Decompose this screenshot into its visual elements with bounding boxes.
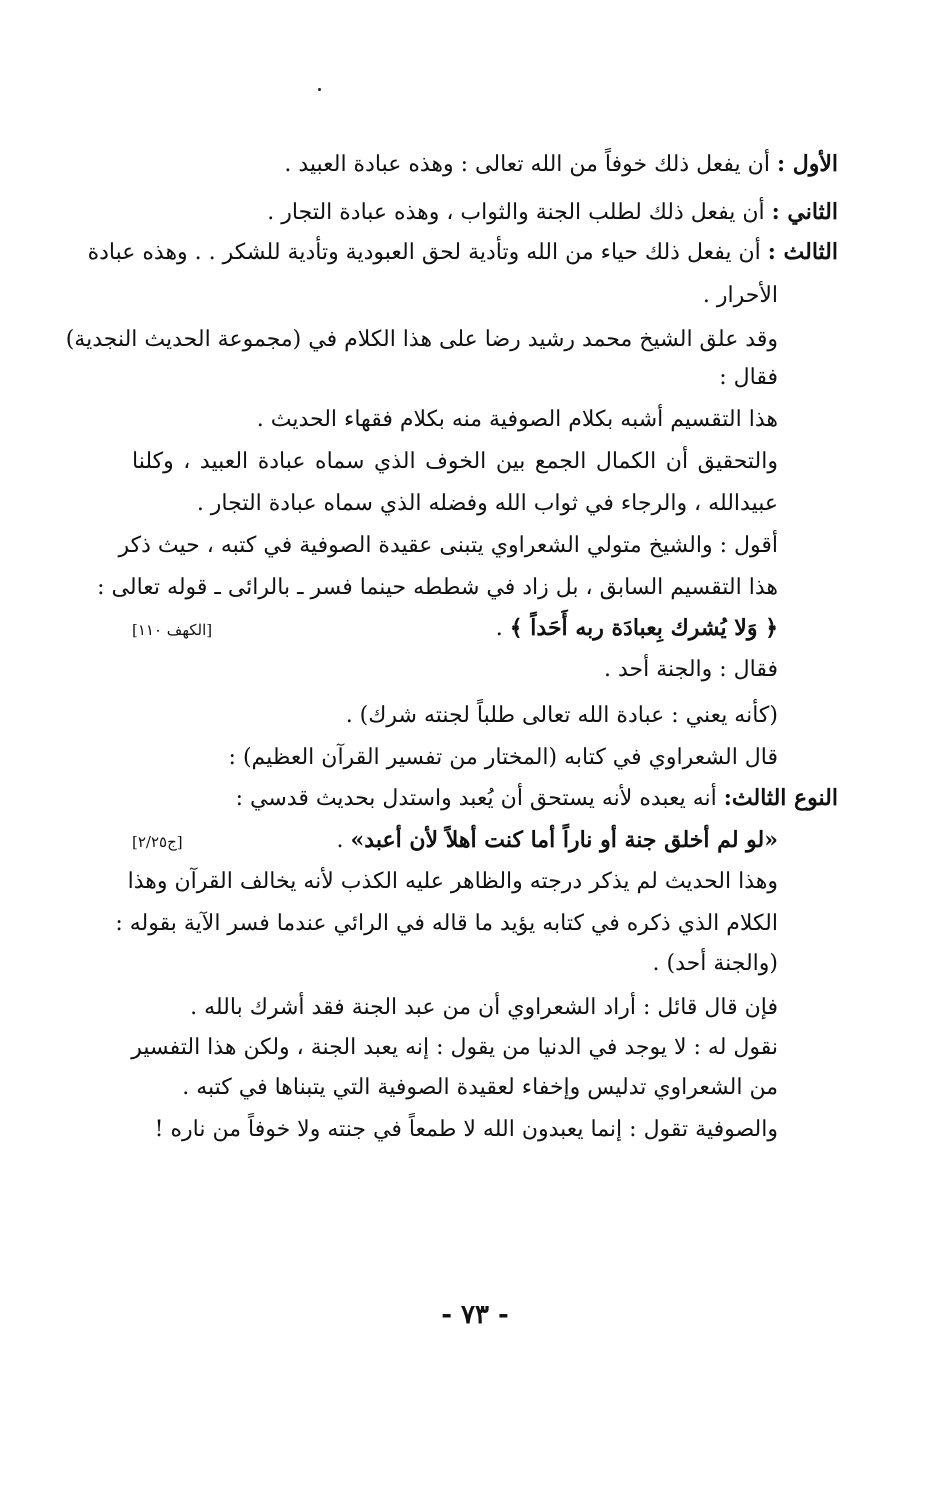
text-line-3 <box>87 236 838 269</box>
term-third-type: النوع الثالث: <box>723 785 838 811</box>
text-line-6: فقال : <box>719 365 778 390</box>
text-line-11: هذا التقسيم السابق ، بل زاد في شططه حينما فسر ـ بالرائى ـ قوله تعالى : <box>97 575 778 600</box>
text-line-13: فقال : والجنة أحد . <box>603 657 778 682</box>
text-first: أن يفعل ذلك خوفاً من الله تعالى : وهذه عبادة العبيد . <box>284 152 770 177</box>
text-line-20: (والجنة أحد) . <box>652 951 778 976</box>
text-line-15: قال الشعراوي في كتابه (المختار من تفسير القرآن العظيم) : <box>228 745 778 770</box>
stray-mark <box>318 88 321 91</box>
text-line-7: هذا التقسيم أشبه بكلام الصوفية منه بكلام فقهاء الحديث . <box>256 407 778 432</box>
hadith-quote: «لو لم أخلق جنة أو ناراً أما كنت أهلاً لأن أعبد» <box>350 827 778 853</box>
text-line-17 <box>337 824 778 857</box>
text-line-14: (كأنه يعني : عبادة الله تعالى طلباً لجنته شرك) . <box>345 703 778 728</box>
text-line-19: الكلام الذي ذكره في كتابه يؤيد ما قاله في الرائي عندما فسر الآية بقوله : <box>115 911 778 936</box>
text-line-16 <box>236 782 838 815</box>
term-second: الثاني : <box>771 199 838 225</box>
hadith-reference: [ج٢/٢٥] <box>132 833 183 851</box>
text-line-22: نقول له : لا يوجد في الدنيا من يقول : إنه يعبد الجنة ، ولكن هذا التفسير <box>131 1035 778 1060</box>
text-third-type: أنه يعبده لأنه يستحق أن يُعبد واستدل بحديث قدسي : <box>235 786 717 811</box>
term-third: الثالث : <box>767 239 838 265</box>
verse-end: . <box>495 616 510 641</box>
text-line-18: وهذا الحديث لم يذكر درجته والظاهر عليه الكذب لأنه يخالف القرآن وهذا <box>127 869 778 894</box>
text-line-4: الأحرار . <box>702 283 778 308</box>
text-line-2 <box>267 196 838 229</box>
page-number: - ٧٣ - <box>441 1300 509 1330</box>
text-line-5: وقد علق الشيخ محمد رشيد رضا على هذا الكلام في (مجموعة الحديث النجدية) <box>65 327 778 352</box>
text-line-24: والصوفية تقول : إنما يعبدون الله لا طمعاً في جنته ولا خوفاً من ناره ! <box>154 1117 778 1142</box>
text-line-10: أقول : والشيخ متولي الشعراوي يتبنى عقيدة الصوفية في كتبه ، حيث ذكر <box>118 533 778 558</box>
hadith-end: . <box>336 828 351 853</box>
term-first: الأول : <box>776 151 838 177</box>
quran-verse: ﴿ وَلا يُشرك بِعبادَة ربه أَحَداً ﴾ <box>509 615 778 641</box>
text-line-23: من الشعراوي تدليس وإخفاء لعقيدة الصوفية التي يتبناها في كتبه . <box>182 1075 778 1100</box>
text-line-9: عبيدالله ، والرجاء في ثواب الله وفضله الذي سماه عبادة التجار . <box>196 491 778 516</box>
verse-reference: [الكهف ١١٠] <box>132 621 213 639</box>
text-line-21: فإن قال قائل : أراد الشعراوي أن من عبد الجنة فقد أشرك بالله . <box>190 995 778 1020</box>
text-line-12 <box>496 612 778 645</box>
text-second: أن يفعل ذلك لطلب الجنة والثواب ، وهذه عبادة التجار . <box>267 200 765 225</box>
text-third: أن يفعل ذلك حياء من الله وتأدية لحق العبودية وتأدية للشكر . . وهذه عبادة <box>87 240 761 265</box>
text-line-8: والتحقيق أن الكمال الجمع بين الخوف الذي سماه عبادة العبيد ، وكلنا <box>132 449 778 474</box>
text-line-1 <box>284 148 838 181</box>
